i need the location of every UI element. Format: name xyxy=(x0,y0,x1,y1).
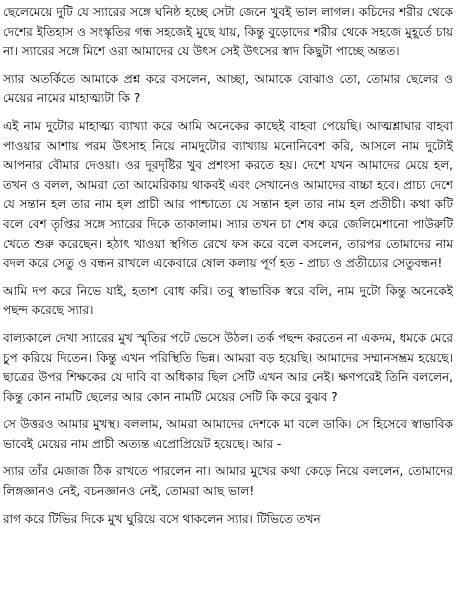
paragraph-2: স্যার অতর্কিতে আমাকে প্রশ্ন করে বসলেন, আচ্ছা, আমাকে বোঝাও তো, তোমার ছেলের ও মেয়ের নামের মাহাত্ম্যটা কি ? xyxy=(3,71,453,106)
paragraph-8: রাগ করে টিভির দিকে মুখ ঘুরিয়ে বসে থাকলেন স্যার। টিভিতে তখন xyxy=(3,511,321,526)
paragraph-5: বাল্যকালে দেখা স্যারের মুখ স্মৃতির পটে ভেসে উঠল। তর্ক পছন্দ করতেন না একদম, ধমকে মেরে চুপ করিয়ে দিতেন। কিন্তু এখন পরিস্থিতি ভিন্ন। আমরা বড় হয়েছি। আমাদের সম্মানসম্ভ্রম হয়েছে। ছাত্রের উপর শিক্ষকের যে দাবি বা অধিকার ছিল সেটি এখন আর নেই। ক্ষণপরেই তিনি বললেন, কিন্তু কোন নামটি ছেলের আর কোন নামটি মেয়ের সেটি কি করে বুঝব ? xyxy=(3,330,453,404)
paragraph-spacer xyxy=(3,62,453,70)
paragraph-6: সে উত্তরও আমার মুখস্থ। বললাম, আমরা আমাদের দেশকে মা বলে ডাকি। সে হিসেবে স্বাভাবিক ভাবেই মেয়ের নাম প্রাচী অত্যন্ত এপ্রোপ্রিয়েট হয়েছে। আর - xyxy=(3,417,453,451)
paragraph-spacer xyxy=(3,454,453,462)
paragraph-3: এই নাম দুটোর মাহাত্ম্য ব্যাখ্যা করে আমি অনেকের কাছেই বাহবা পেয়েছি। আত্মশ্লাঘার বাহবা পাওয়ার আশায় পরম উৎসাহ নিয়ে নামদুটোর ব্যাখ্যায় মনোনিবেশ করি, আসলে নাম দুটোই আপনার বৌমার দেওয়া। ওর দূরদৃষ্টির খুব প্রশংসা করতে হয়। দেশে যখন আমাদের মেয়ে হল, তখন ও বলল, আমরা তো আমেরিকায় থাকবই এবং সেখানেও আমাদের বাচ্চা হবে। প্রাচ্য দেশে যে সন্তান হল তার নাম হল প্রাচী আর পাশ্চাত্যে যে সন্তান হল তার নাম হল প্রতীচী। কথা কটি বলে বেশ তৃপ্তির সঙ্গে স্যারের দিকে তাকালাম। স্যার তখন চা শেষ করে জেলিমেশানো পাউরুটি খেতে শুরু করেছেন। হঠাৎ খাওয়া স্থগিত রেখে ফস করে বলে বসলেন, তারপর তোমাদের নাম বদল করে সেতু ও বন্ধন রাখলে একেবারে ষোল কলায় পূর্ণ হত - প্রাচ্য ও প্রতীচ্যের সেতুবন্ধন! xyxy=(3,118,453,271)
paragraph-4: আমি দপ করে নিভে যাই, হতাশ বোধ করি। তবু স্বাভাবিক স্বরে বলি, নাম দুটো কিন্তু অনেকেই পছন্দ করেছে স্যার। xyxy=(3,283,453,318)
paragraph-spacer xyxy=(3,502,453,510)
paragraph-spacer xyxy=(3,274,453,282)
paragraph-1: ছেলেমেয়ে দুটি যে স্যারের সঙ্গে ঘনিষ্ঠ হচ্ছে সেটা জেনে খুবই ভাল লাগল। কচিদের শরীর থেকে দেশের ইতিহাস ও সংস্কৃতির গন্ধ সহজেই মুছে যায়, কিন্তু বুড়োদের শরীর থেকে সহজে মুহূর্তে চায় না। স্যারের সঙ্গে মিশে ওরা আমাদের যে উৎস সেই উৎসের স্বাদ কিছুটা পাচ্ছে অন্তত। xyxy=(3,5,453,59)
paragraph-spacer xyxy=(3,321,453,329)
paragraph-7: স্যার তাঁর মেজাজ ঠিক রাখতে পারলেন না। আমার মুখের কথা কেড়ে নিয়ে বললেন, তোমাদের লিঙ্গজ্ঞানও নেই, বচনজ্ঞানও নেই, তোমরা আছ ভাল! xyxy=(3,464,453,499)
paragraph-spacer xyxy=(3,109,453,117)
paragraph-spacer xyxy=(3,407,453,415)
